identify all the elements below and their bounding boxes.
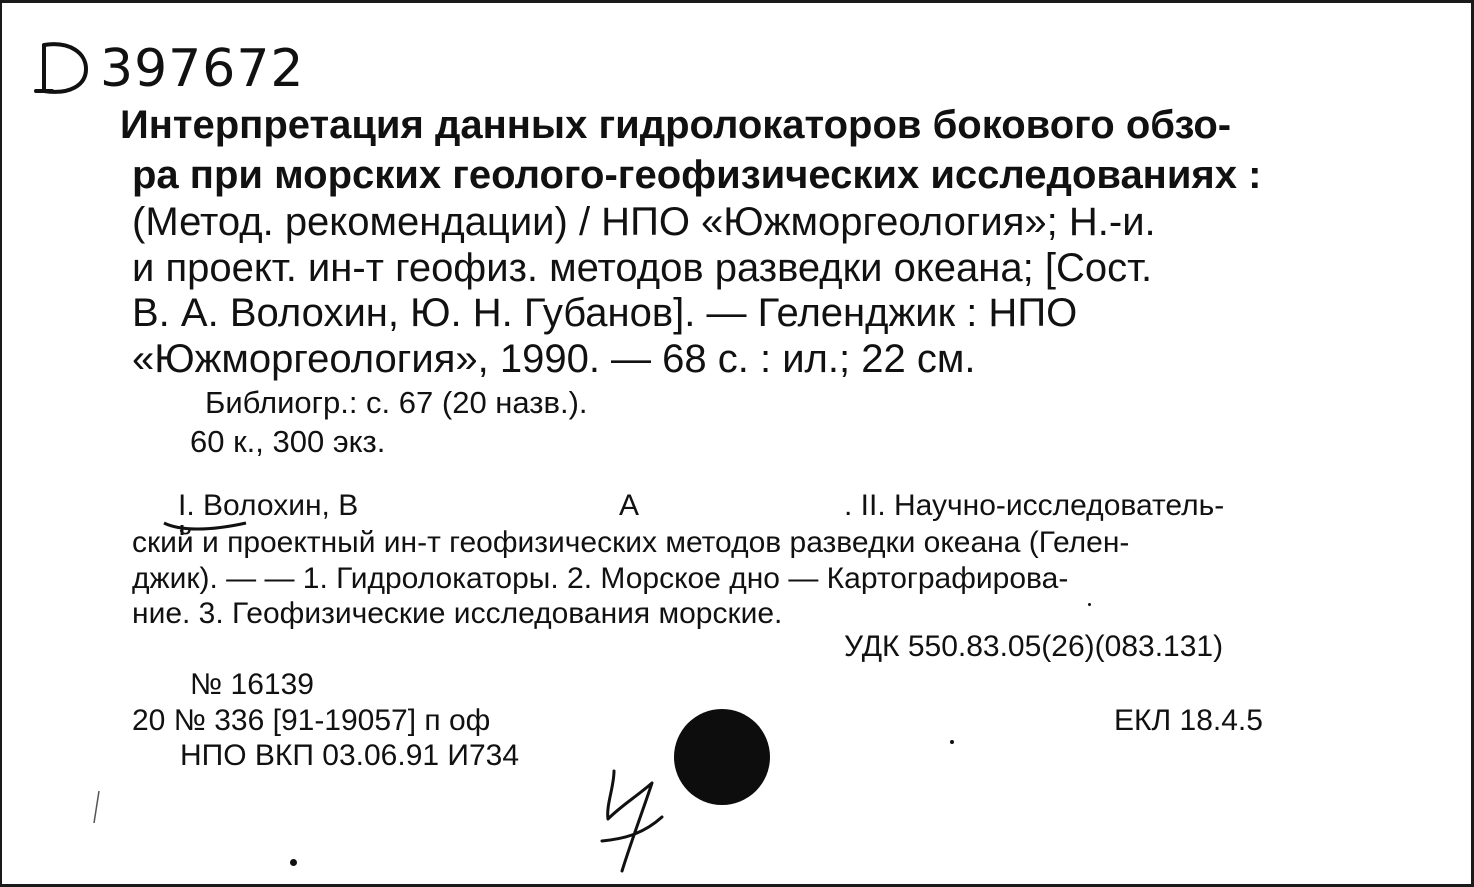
body-line-2: и проект. ин-т геофиз. методов разведки океана; [Сост. bbox=[132, 246, 1153, 290]
speck bbox=[1088, 603, 1091, 606]
handwritten-seven-mark bbox=[592, 743, 682, 877]
record-number: № 16139 bbox=[190, 668, 314, 701]
tracing-line-4: ние. 3. Геофизические исследования морские. bbox=[132, 597, 783, 630]
tracing-line-2: ский и проектный ин-т геофизических методов разведки океана (Гелен- bbox=[132, 526, 1130, 559]
margin-pencil-mark bbox=[90, 787, 104, 827]
bibliography-note: Библиогр.: с. 67 (20 назв.). bbox=[205, 385, 588, 420]
speck bbox=[290, 859, 297, 866]
tracing-author-initial: А bbox=[619, 489, 640, 522]
price-run-note: 60 к., 300 экз. bbox=[190, 424, 386, 459]
tracing-line-3: джик). — — 1. Гидролокаторы. 2. Морское дно — Картографирова- bbox=[132, 562, 1069, 595]
title-line-1: Интерпретация данных гидролокаторов бокового обзо- bbox=[120, 103, 1232, 147]
black-circle-stamp bbox=[674, 709, 770, 805]
body-line-1: (Метод. рекомендации) / НПО «Южморгеология»; Н.-и. bbox=[132, 200, 1156, 244]
handwritten-d-mark bbox=[30, 39, 96, 99]
tracing-author: I. Волохин, В bbox=[178, 489, 359, 522]
speck bbox=[950, 740, 954, 744]
body-line-4: «Южморгеология», 1990. — 68 с. : ил.; 22 см. bbox=[132, 337, 976, 381]
body-line-3: В. А. Волохин, Ю. Н. Губанов]. — Геленджик : НПО bbox=[132, 291, 1078, 335]
card-number: 397672 bbox=[100, 39, 305, 99]
ekl-code: ЕКЛ 18.4.5 bbox=[1114, 704, 1263, 737]
title-line-2: ра при морских геолого-геофизических исследованиях : bbox=[132, 153, 1262, 197]
publisher-line: НПО ВКП 03.06.91 И734 bbox=[180, 739, 520, 772]
udk-code: УДК 550.83.05(26)(083.131) bbox=[844, 630, 1224, 663]
tracing-institution-start: . II. Научно-исследователь- bbox=[844, 489, 1225, 522]
order-line: 20 № 336 [91-19057] п оф bbox=[132, 704, 491, 737]
